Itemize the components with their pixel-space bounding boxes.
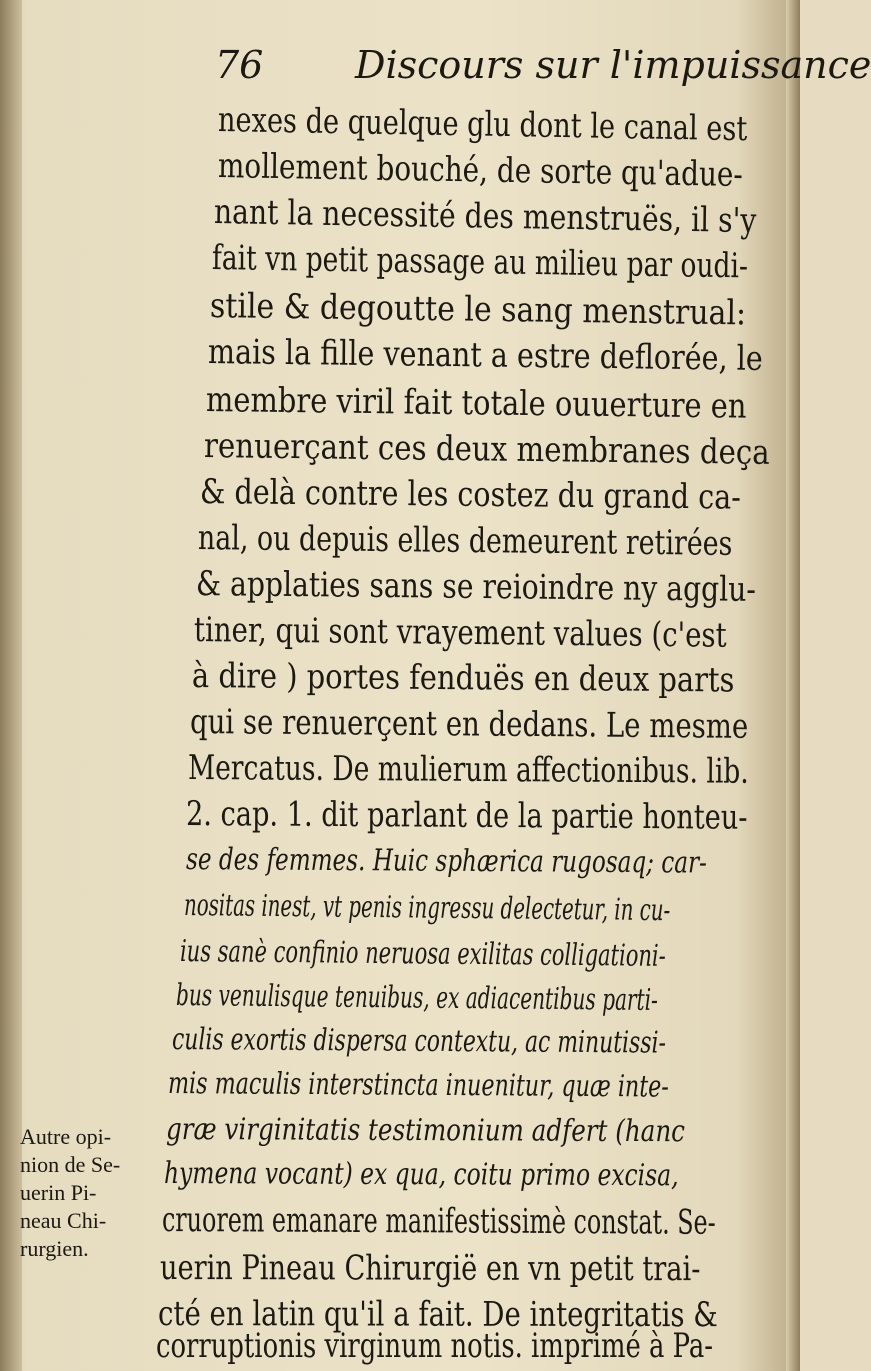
text-line: & applaties sans se reioindre ny agglu- (195, 564, 757, 610)
text-line: cruorem emanare manifestissimè constat. Se- (161, 1200, 716, 1243)
margin-note-line: rurgien. (20, 1236, 89, 1261)
running-title: Discours sur l'impuissance (355, 43, 871, 87)
text-line: mollement bouché, de sorte qu'adue- (217, 146, 744, 195)
text-line: nant la necessité des menstruës, il s'y (213, 192, 757, 242)
text-line: renuerçant ces deux membranes deça (203, 426, 770, 473)
text-line: mais la fille venant a estre deflorée, le (207, 332, 763, 379)
text-line: culis exortis dispersa contextu, ac minutissi- (171, 1022, 667, 1061)
text-line: & delà contre les costez du grand ca- (199, 472, 742, 518)
text-line: membre viril fait totale ouuerture en (205, 380, 747, 427)
margin-note-line: Autre opi- (20, 1124, 112, 1149)
text-line: uerin Pineau Chirurgië en vn petit trai- (159, 1248, 701, 1290)
text-line: hymena vocant) ex qua, coitu primo excisa, (163, 1156, 679, 1194)
text-line: fait vn petit passage au milieu par oudi- (211, 238, 749, 287)
text-line: se des femmes. Huic sphærica rugosaq; car- (185, 842, 707, 881)
text-line: Mercatus. De mulierum affectionibus. lib. (187, 748, 749, 792)
book-gutter (0, 0, 22, 1371)
text-line: 2. cap. 1. dit parlant de la partie honteu- (185, 794, 748, 838)
text-line: græ virginitatis testimonium adfert (hanc (165, 1112, 686, 1150)
text-line: bus venulisque tenuibus, ex adiacentibus parti- (175, 978, 658, 1019)
page-header (215, 38, 871, 92)
page-edge (786, 0, 800, 1371)
text-line: stile & degoutte le sang menstrual: (209, 286, 747, 334)
text-line: tiner, qui sont vrayement values (c'est (193, 610, 727, 656)
text-line: nexes de quelque glu dont le canal est (217, 100, 748, 150)
text-line: cté en latin qu'il a fait. De integritatis & (157, 1294, 718, 1336)
margin-note-line: neau Chi- (20, 1208, 107, 1233)
margin-note-line: nion de Se- (20, 1152, 121, 1177)
margin-note (20, 1123, 160, 1263)
text-line: nal, ou depuis elles demeurent retirées (197, 518, 733, 564)
text-line: mis maculis interstincta inuenitur, quæ inte- (167, 1066, 669, 1105)
margin-note-line: uerin Pi- (20, 1180, 97, 1205)
text-line: qui se renuerçent en dedans. Le mesme (189, 702, 749, 747)
page-number: 76 (215, 43, 264, 87)
text-line: nositas inest, vt penis ingressu delectetur, in cu- (183, 888, 671, 929)
text-line: ius sanè confinio neruosa exilitas colligationi- (179, 934, 666, 974)
text-line: corruptionis virginum notis. imprimé à Pa- (156, 1326, 713, 1366)
text-line: à dire ) portes fenduës en deux parts (191, 656, 735, 701)
